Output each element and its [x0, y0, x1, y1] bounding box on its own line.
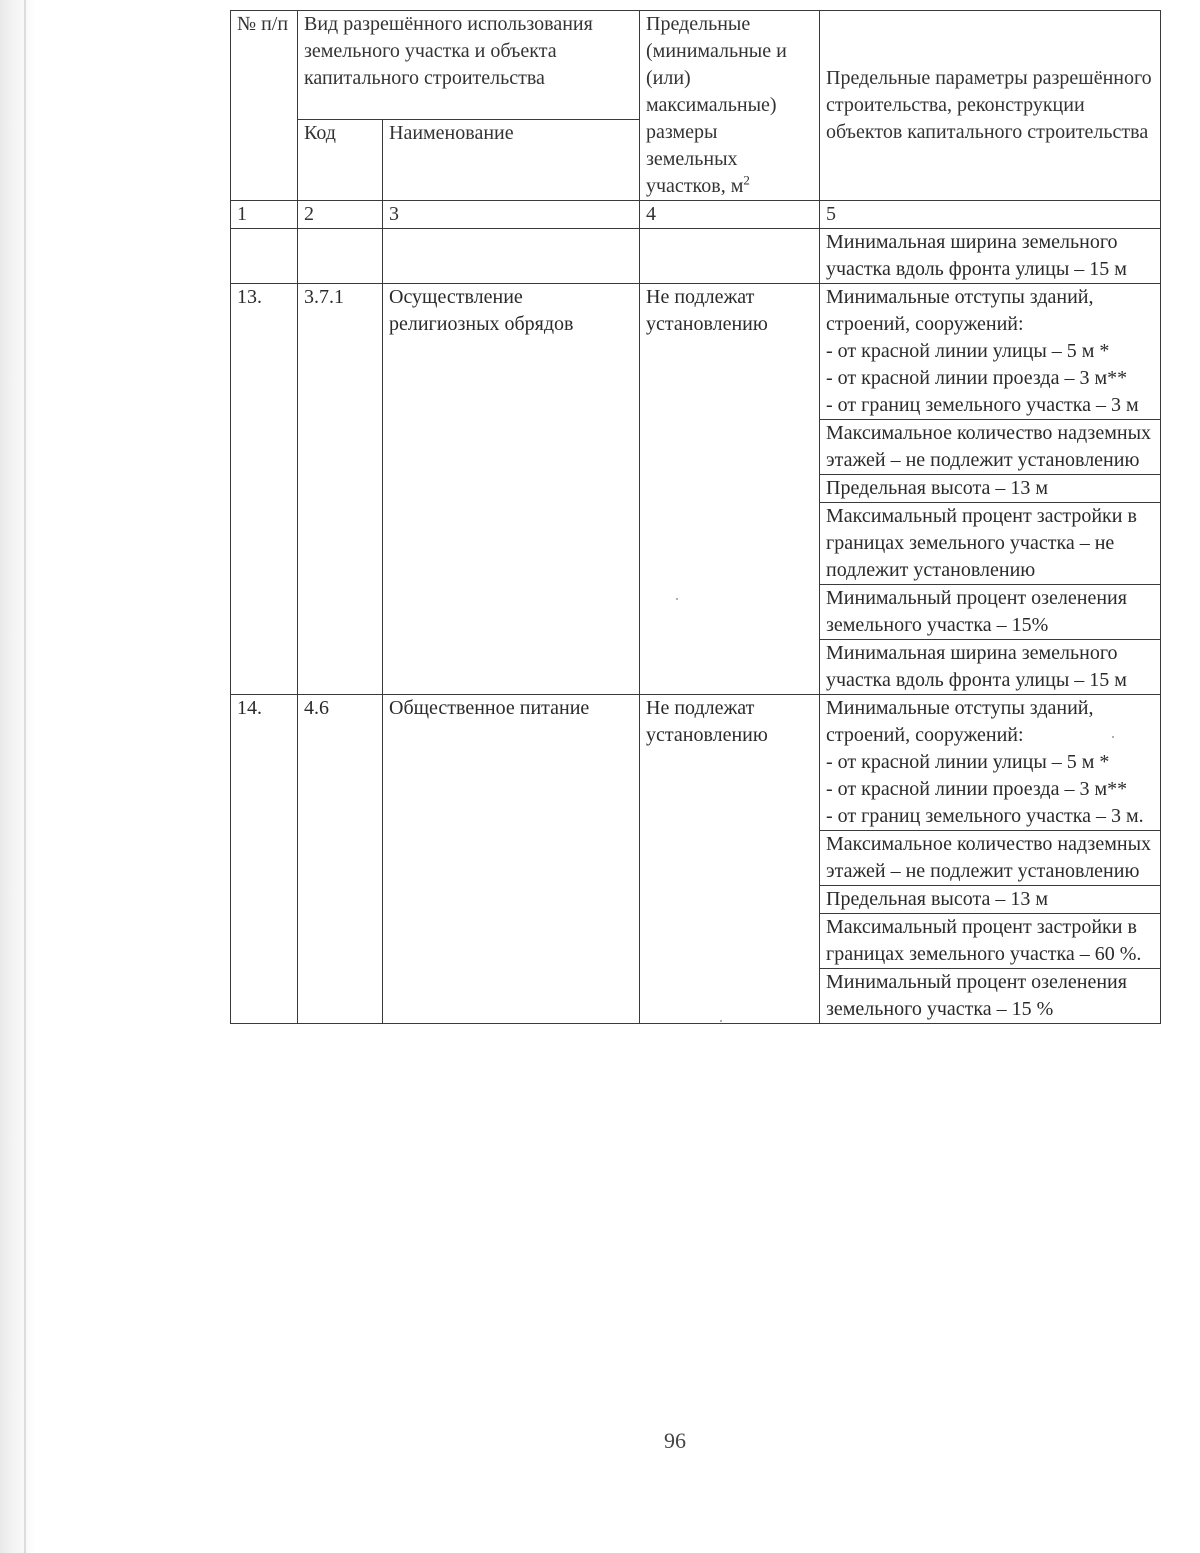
cell-empty [298, 229, 383, 284]
column-number-row [231, 201, 1161, 229]
param-min-plot-width: Минимальная ширина земельного участка вдоль фронта улицы – 15 м [820, 640, 1161, 695]
plot-size: Не подлежат установлению [640, 284, 820, 695]
table-row-13 [231, 284, 1161, 420]
table-row-continuation [231, 229, 1161, 284]
param-max-height: Предельная высота – 13 м [820, 886, 1161, 914]
param-setbacks [820, 284, 1161, 420]
scan-speck [720, 1020, 722, 1022]
plot-size: Не подлежат установлению [640, 695, 820, 1024]
header-code: Код [298, 120, 383, 201]
header-name: Наименование [383, 120, 640, 201]
page-number: 96 [664, 1428, 686, 1453]
param-line: - от границ земельного участка – 3 м. [826, 805, 1144, 827]
row-number: 13. [231, 284, 298, 695]
param-max-coverage: Максимальный процент застройки в границах земельного участка – не подлежит установлению [820, 503, 1161, 585]
column-number: 3 [383, 201, 640, 229]
param-max-floors: Максимальное количество надземных этажей – не подлежит установлению [820, 831, 1161, 886]
param-min-plot-width: Минимальная ширина земельного участка вдоль фронта улицы – 15 м [820, 229, 1161, 284]
use-name: Общественное питание [383, 695, 640, 1024]
column-number: 1 [231, 201, 298, 229]
param-line: - от красной линии улицы – 5 м * [826, 340, 1110, 362]
param-line: - от красной линии проезда – 3 м** [826, 367, 1128, 389]
use-code: 4.6 [298, 695, 383, 1024]
cell-empty [640, 229, 820, 284]
cell-empty [231, 229, 298, 284]
use-code: 3.7.1 [298, 284, 383, 695]
param-line: - от границ земельного участка – 3 м [826, 394, 1139, 416]
param-line: - от красной линии улицы – 5 м * [826, 751, 1110, 773]
param-line: Минимальные отступы зданий, строений, сооружений: [826, 697, 1094, 746]
scan-margin-shadow [0, 0, 36, 1553]
param-max-coverage: Максимальный процент застройки в границах земельного участка – 60 %. [820, 914, 1161, 969]
param-line: - от красной линии проезда – 3 м** [826, 778, 1128, 800]
scan-spine-line [24, 0, 26, 1553]
param-line: Минимальные отступы зданий, строений, сооружений: [826, 286, 1094, 335]
column-number: 2 [298, 201, 383, 229]
land-use-regulations-table [230, 10, 1161, 1024]
header-plot-size-superscript: 2 [743, 172, 750, 188]
header-permitted-use: Вид разрешённого использования земельного участка и объекта капитального строительства [298, 11, 640, 120]
table-row-14 [231, 695, 1161, 831]
header-row-number: № п/п [231, 11, 298, 201]
table-header [231, 11, 1161, 229]
use-name: Осуществление религиозных обрядов [383, 284, 640, 695]
row-number: 14. [231, 695, 298, 1024]
param-max-floors: Максимальное количество надземных этажей – не подлежит установлению [820, 420, 1161, 475]
param-min-greenery: Минимальный процент озеленения земельного участка – 15 % [820, 969, 1161, 1024]
cell-empty [383, 229, 640, 284]
table-body [231, 229, 1161, 1024]
scan-speck [1112, 736, 1114, 738]
param-max-height: Предельная высота – 13 м [820, 475, 1161, 503]
param-setbacks [820, 695, 1161, 831]
column-number: 5 [820, 201, 1161, 229]
header-plot-size-text: Предельные (минимальные и (или) максимальные) размеры земельных участков, м [646, 13, 787, 197]
scan-speck [676, 598, 678, 600]
header-plot-size [640, 11, 820, 201]
header-construction-params: Предельные параметры разрешённого строительства, реконструкции объектов капитального строительства [820, 11, 1161, 201]
column-number: 4 [640, 201, 820, 229]
param-min-greenery: Минимальный процент озеленения земельного участка – 15% [820, 585, 1161, 640]
